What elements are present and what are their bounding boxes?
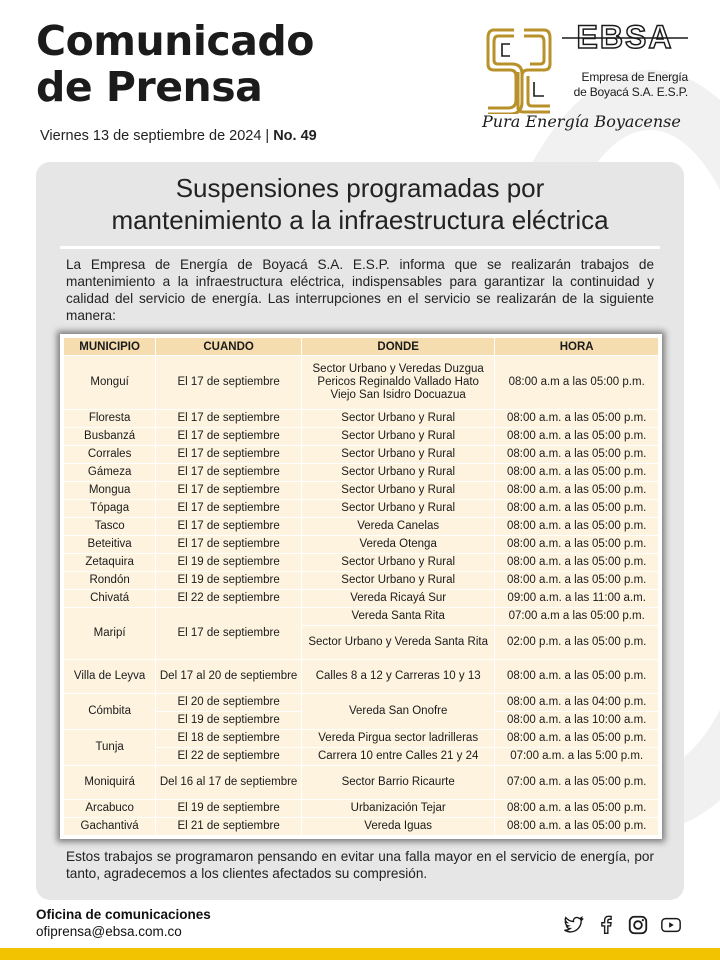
cell-donde: Sector Urbano y Rural bbox=[301, 572, 494, 590]
cell-hora: 07:00 a.m a las 05:00 p.m. bbox=[495, 608, 659, 626]
cell-donde: Vereda Otenga bbox=[301, 536, 494, 554]
table-row bbox=[64, 500, 659, 518]
cell-municipio: Corrales bbox=[64, 446, 156, 464]
cell-cuando: El 19 de septiembre bbox=[156, 554, 302, 572]
cell-donde: Sector Urbano y Rural bbox=[301, 428, 494, 446]
cell-cuando: Del 16 al 17 de septiembre bbox=[156, 766, 302, 800]
cell-donde: Vereda Canelas bbox=[301, 518, 494, 536]
cell-municipio: Moniquirá bbox=[64, 766, 156, 800]
wordmark-text: EBSA bbox=[576, 20, 674, 55]
cell-hora: 08:00 a.m. a las 05:00 p.m. bbox=[495, 536, 659, 554]
table-row bbox=[64, 518, 659, 536]
cell-donde: Sector Urbano y Rural bbox=[301, 500, 494, 518]
cell-hora: 08:00 a.m. a las 05:00 p.m. bbox=[495, 500, 659, 518]
cell-hora: 02:00 p.m. a las 05:00 p.m. bbox=[495, 626, 659, 660]
table-row bbox=[64, 800, 659, 818]
twitter-icon[interactable] bbox=[562, 914, 584, 936]
cell-cuando: Del 17 al 20 de septiembre bbox=[156, 660, 302, 694]
cell-hora: 08:00 a.m. a las 05:00 p.m. bbox=[495, 428, 659, 446]
table-row bbox=[64, 694, 659, 712]
footer bbox=[0, 900, 720, 960]
cell-hora: 08:00 a.m a las 05:00 p.m. bbox=[495, 356, 659, 410]
cell-cuando: El 17 de septiembre bbox=[156, 500, 302, 518]
logo-tagline: Pura Energía Boyacense bbox=[482, 112, 681, 131]
social-links bbox=[562, 914, 682, 936]
cell-municipio: Floresta bbox=[64, 410, 156, 428]
cell-cuando: El 22 de septiembre bbox=[156, 590, 302, 608]
cell-hora: 08:00 a.m. a las 05:00 p.m. bbox=[495, 660, 659, 694]
instagram-icon[interactable] bbox=[627, 914, 649, 936]
cell-municipio: Villa de Leyva bbox=[64, 660, 156, 694]
cell-cuando: El 19 de septiembre bbox=[156, 800, 302, 818]
cell-cuando: El 17 de septiembre bbox=[156, 356, 302, 410]
cell-donde: Sector Urbano y Rural bbox=[301, 410, 494, 428]
cell-municipio: Tunja bbox=[64, 730, 156, 766]
column-header: CUANDO bbox=[156, 338, 302, 356]
table-row bbox=[64, 554, 659, 572]
table-row bbox=[64, 608, 659, 626]
table-header-row bbox=[64, 338, 659, 356]
cell-hora: 08:00 a.m. a las 05:00 p.m. bbox=[495, 482, 659, 500]
cell-hora: 07:00 a.m. a las 5:00 p.m. bbox=[495, 748, 659, 766]
cell-donde: Vereda San Onofre bbox=[301, 694, 494, 730]
cell-cuando: El 17 de septiembre bbox=[156, 536, 302, 554]
title-line-2: de Prensa bbox=[36, 63, 263, 111]
table-row bbox=[64, 446, 659, 464]
cell-hora: 08:00 a.m. a las 05:00 p.m. bbox=[495, 730, 659, 748]
release-date: Viernes 13 de septiembre de 2024 bbox=[40, 128, 262, 144]
column-header: DONDE bbox=[301, 338, 494, 356]
headline-line-2: mantenimiento a la infraestructura eléctrica bbox=[111, 205, 609, 235]
column-header: MUNICIPIO bbox=[64, 338, 156, 356]
cell-hora: 08:00 a.m. a las 05:00 p.m. bbox=[495, 818, 659, 836]
cell-cuando: El 18 de septiembre bbox=[156, 730, 302, 748]
table-row bbox=[64, 730, 659, 748]
cell-donde: Sector Urbano y Rural bbox=[301, 482, 494, 500]
youtube-icon[interactable] bbox=[660, 914, 682, 936]
cell-donde: Vereda Pirgua sector ladrilleras bbox=[301, 730, 494, 748]
cell-municipio: Rondón bbox=[64, 572, 156, 590]
cell-municipio: Arcabuco bbox=[64, 800, 156, 818]
cell-donde: Sector Barrio Ricaurte bbox=[301, 766, 494, 800]
cell-hora: 08:00 a.m. a las 05:00 p.m. bbox=[495, 410, 659, 428]
schedule-table-frame bbox=[60, 334, 662, 839]
cell-cuando: El 17 de septiembre bbox=[156, 482, 302, 500]
cell-cuando: El 17 de septiembre bbox=[156, 518, 302, 536]
cell-donde: Calles 8 a 12 y Carreras 10 y 13 bbox=[301, 660, 494, 694]
cell-donde: Sector Urbano y Vereda Santa Rita bbox=[301, 626, 494, 660]
table-row bbox=[64, 464, 659, 482]
logo-company-line-2: de Boyacá S.A. E.S.P. bbox=[573, 85, 688, 99]
cell-municipio: Beteitiva bbox=[64, 536, 156, 554]
cell-hora: 07:00 a.m. a las 05:00 p.m. bbox=[495, 766, 659, 800]
table-row bbox=[64, 818, 659, 836]
press-email-link[interactable]: ofiprensa@ebsa.com.co bbox=[36, 924, 182, 939]
cell-hora: 08:00 a.m. a las 05:00 p.m. bbox=[495, 572, 659, 590]
table-row bbox=[64, 590, 659, 608]
cell-donde: Urbanización Tejar bbox=[301, 800, 494, 818]
closing-paragraph: Estos trabajos se programaron pensando en evitar una falla mayor en el servicio de energía, por tanto, agradecemos a los clientes afectados su compresión. bbox=[66, 849, 654, 881]
date-separator: | bbox=[265, 128, 270, 144]
logo-company-line-1: Empresa de Energía bbox=[581, 70, 688, 84]
cell-cuando: El 17 de septiembre bbox=[156, 428, 302, 446]
cell-cuando: El 20 de septiembre bbox=[156, 694, 302, 712]
cell-municipio: Cómbita bbox=[64, 694, 156, 730]
cell-cuando: El 17 de septiembre bbox=[156, 446, 302, 464]
cell-cuando: El 17 de septiembre bbox=[156, 608, 302, 660]
title-line-1: Comunicado bbox=[36, 17, 314, 65]
cell-municipio: Maripí bbox=[64, 608, 156, 660]
table-row bbox=[64, 766, 659, 800]
cell-donde: Vereda Iguas bbox=[301, 818, 494, 836]
facebook-icon[interactable] bbox=[595, 914, 617, 936]
cell-municipio: Gachantivá bbox=[64, 818, 156, 836]
table-row bbox=[64, 428, 659, 446]
cell-donde: Vereda Santa Rita bbox=[301, 608, 494, 626]
logo-company bbox=[562, 70, 688, 100]
table-row bbox=[64, 356, 659, 410]
cell-cuando: El 22 de septiembre bbox=[156, 748, 302, 766]
page-title bbox=[36, 18, 314, 110]
headline-divider bbox=[60, 246, 660, 249]
cell-municipio: Tasco bbox=[64, 518, 156, 536]
content-panel bbox=[36, 162, 684, 900]
cell-municipio: Gámeza bbox=[64, 464, 156, 482]
cell-cuando: El 17 de septiembre bbox=[156, 464, 302, 482]
cell-hora: 08:00 a.m. a las 05:00 p.m. bbox=[495, 518, 659, 536]
cell-hora: 08:00 a.m. a las 10:00 a.m. bbox=[495, 712, 659, 730]
cell-hora: 08:00 a.m. a las 05:00 p.m. bbox=[495, 446, 659, 464]
intro-paragraph: La Empresa de Energía de Boyacá S.A. E.S.P. informa que se realizarán trabajos de mantenimiento a la infraestructura eléctrica, indispensables para garantizar la continuidad y calidad del servicio de energía. Las interrupciones en el servicio se realizarán de la siguiente manera: bbox=[66, 257, 654, 323]
cell-municipio: Chivatá bbox=[64, 590, 156, 608]
cell-hora: 08:00 a.m. a las 05:00 p.m. bbox=[495, 554, 659, 572]
cell-municipio: Mongua bbox=[64, 482, 156, 500]
cell-municipio: Zetaquira bbox=[64, 554, 156, 572]
dateline bbox=[40, 128, 317, 144]
cell-hora: 08:00 a.m. a las 05:00 p.m. bbox=[495, 464, 659, 482]
cell-donde: Carrera 10 entre Calles 21 y 24 bbox=[301, 748, 494, 766]
cell-cuando: El 19 de septiembre bbox=[156, 712, 302, 730]
cell-cuando: El 19 de septiembre bbox=[156, 572, 302, 590]
schedule-table bbox=[63, 337, 659, 836]
table-row bbox=[64, 572, 659, 590]
table-row bbox=[64, 536, 659, 554]
table-row bbox=[64, 660, 659, 694]
cell-donde: Sector Urbano y Rural bbox=[301, 464, 494, 482]
cell-hora: 08:00 a.m. a las 05:00 p.m. bbox=[495, 800, 659, 818]
cell-donde: Sector Urbano y Rural bbox=[301, 446, 494, 464]
cell-cuando: El 21 de septiembre bbox=[156, 818, 302, 836]
cell-municipio: Monguí bbox=[64, 356, 156, 410]
cell-donde: Sector Urbano y Veredas Duzgua Pericos Reginaldo Vallado Hato Viejo San Isidro Docuazua bbox=[301, 356, 494, 410]
headline-line-1: Suspensiones programadas por bbox=[175, 173, 545, 203]
cell-municipio: Tópaga bbox=[64, 500, 156, 518]
accent-bar bbox=[0, 948, 720, 960]
cell-municipio: Busbanzá bbox=[64, 428, 156, 446]
logo-mark-icon bbox=[484, 24, 554, 114]
cell-hora: 09:00 a.m. a las 11:00 a.m. bbox=[495, 590, 659, 608]
ebsa-logo bbox=[480, 20, 690, 140]
cell-donde: Vereda Ricayá Sur bbox=[301, 590, 494, 608]
column-header: HORA bbox=[495, 338, 659, 356]
table-row bbox=[64, 410, 659, 428]
release-number: No. 49 bbox=[273, 128, 317, 144]
cell-hora: 08:00 a.m. a las 04:00 p.m. bbox=[495, 694, 659, 712]
office-name: Oficina de comunicaciones bbox=[36, 907, 211, 922]
header bbox=[0, 0, 720, 160]
ebsa-wordmark bbox=[562, 20, 688, 56]
headline bbox=[36, 172, 684, 236]
cell-donde: Sector Urbano y Rural bbox=[301, 554, 494, 572]
cell-cuando: El 17 de septiembre bbox=[156, 410, 302, 428]
table-row bbox=[64, 482, 659, 500]
